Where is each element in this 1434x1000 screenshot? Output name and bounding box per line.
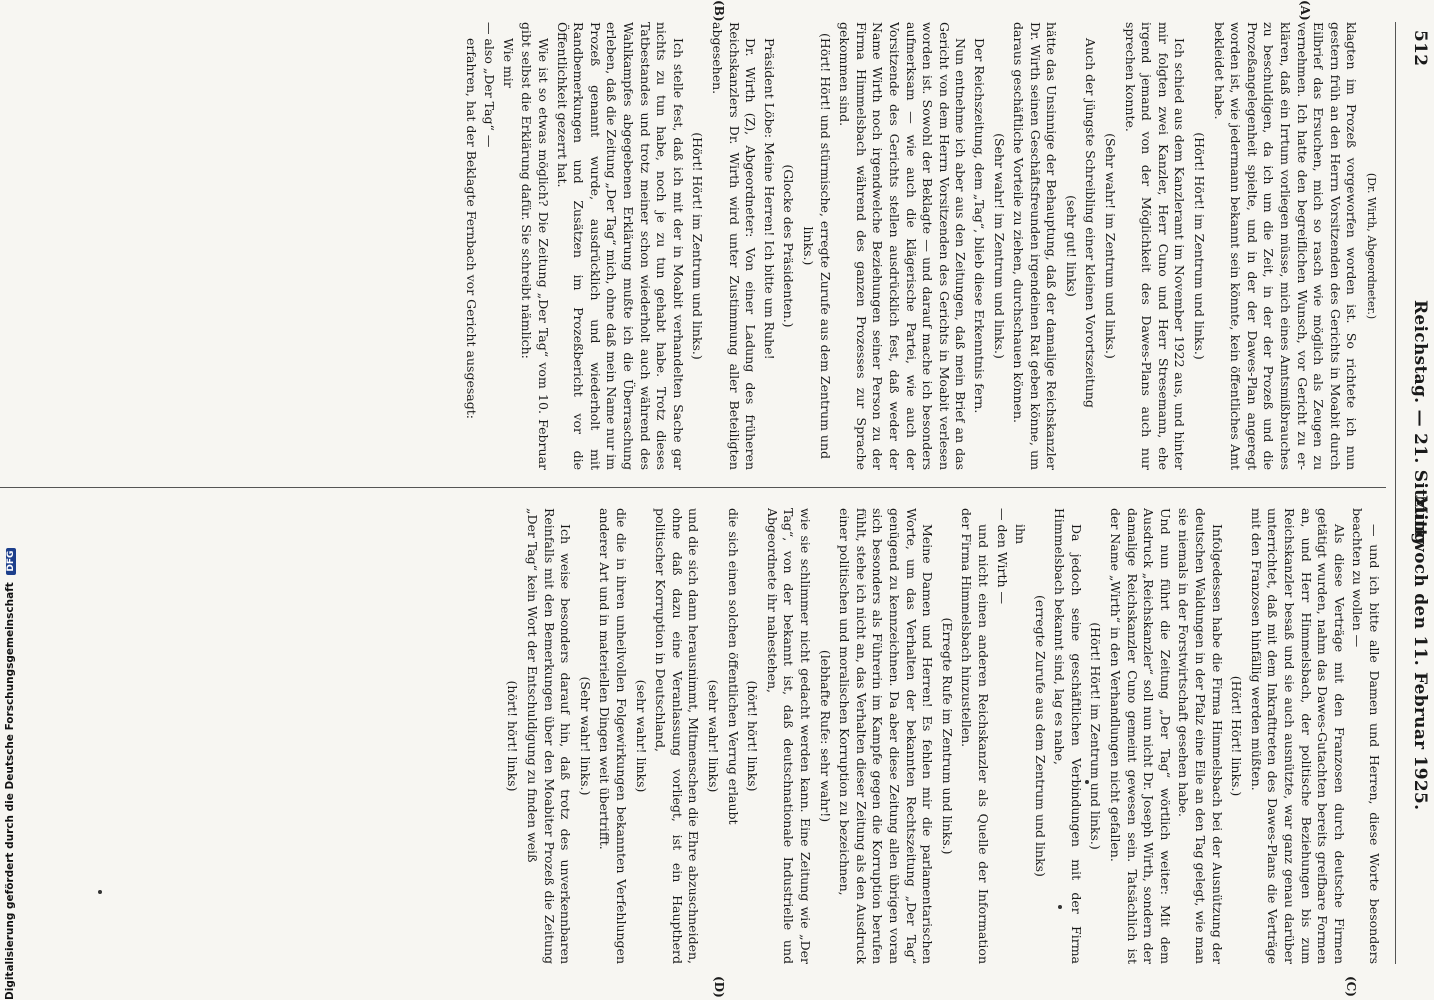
- interjection: (Erregte Rufe im Zentrum und links.): [939, 617, 955, 855]
- paragraph: Auch der jüngste Schreibling einer kleinen Vorortszeitung: [1083, 38, 1099, 408]
- paragraph: Da jedoch seine geschäftlichen Verbindungen mit der Firma Himmelsbach bekannt sind, lag es nahe,: [1052, 508, 1084, 964]
- interjection: (Hört! Hört! und stürmische, erregte Zurufe aus dem Zentrum und links.): [801, 32, 833, 460]
- paragraph: die die in ihren unheilvollen Folgewirkungen bekannten Verfehlungen anderer Art und in materiellen Dingen weit übertrifft.: [597, 508, 630, 964]
- interjection: (Sehr wahr! links.): [577, 676, 593, 796]
- left-column: [0, 22, 1382, 470]
- paragraph: — den Wirth —: [994, 508, 1010, 605]
- interjection: (Hört! Hört! im Zentrum und links.): [1192, 132, 1208, 360]
- paragraph: erfahren, hat der Beklagte Fernbach vor Gericht ausgesagt:: [463, 38, 479, 419]
- paragraph: Und nun führt die Zeitung „Der Tag“ wörtlich weiter: Mit dem Ausdruck „Reichskanzler“ soll nun nicht Dr. Joseph Wirth, sondern der damalige Reichskanzler Cuno gemeint gewesen sein. Tatsächlich ist der Name „Wirth“ in den Verhandlungen nicht gefallen.: [1108, 508, 1173, 964]
- dfg-logo: DFG: [6, 548, 16, 575]
- paragraph: Nun entnehme ich aber aus den Zeitungen, daß mein Brief an das Gericht von dem Herrn Vorsitzenden des Gerichts in Moabit verlesen worden ist. Sowohl der Beklagte — und darauf mache ich besonders aufmerksam — wie auch die klägerische Partei, wie auch der Vorsitzende des Gerichts stellen ausdrücklich fest, daß weder der Name Wirth noch irgendwelche Beziehungen seiner Person zu der Firma Himmelsbach während des ganzen Prozesses zur Sprache gekommen sind.: [837, 22, 969, 470]
- interjection: (Sehr wahr! im Zentrum und links.): [991, 133, 1007, 359]
- paragraph: und nicht einen anderen Reichskanzler als Quelle der Information der Firma Himmelsbach hinzustellen.: [959, 508, 991, 964]
- paragraph: und die sich dann herausnimmt, Mitmenschen die Ehre abzuschneiden, ohne daß dazu eine Veranlassung vorliegt, ist ein Hauptherd politischer Korruption in Deutschland,: [653, 508, 702, 964]
- interjection: (Glocke des Präsidenten.): [781, 164, 797, 328]
- interjection: (Dr. Wirth, Abgeordneter.): [1365, 172, 1378, 320]
- column-divider: [0, 487, 1386, 488]
- interjection: (sehr wahr! links): [706, 679, 722, 793]
- interjection: (lebhafte Rufe: sehr wahr!): [817, 649, 833, 823]
- paragraph: ihn: [1013, 524, 1029, 545]
- paragraph: — also „Der Tag“ —: [482, 22, 498, 148]
- interjection: (Hört! Hört! im Zentrum und links.): [1088, 622, 1104, 850]
- digitization-footer: [2, 0, 22, 1000]
- interjection: (Hört! Hört! links.): [1229, 675, 1245, 797]
- margin-mark-d: (D): [712, 976, 726, 998]
- page-header-title: Reichstag. — 21. Sitzung.: [1410, 300, 1430, 551]
- paragraph: Der Reichszeitung, dem „Tag“, blieb diese Erkenntnis fern.: [971, 38, 987, 414]
- scan-speck: [1058, 905, 1062, 909]
- margin-mark-b: (B): [712, 0, 726, 22]
- paragraph: Meine Damen und Herren! Es fehlen mir die parlamentarischen Worte, um das Verhalten der bekannten Rechtszeitung „Der Tag“ genügend zu kennzeichnen. Da aber diese Zeitung allen übrigen voran sich besonders als Führerin im Kampfe gegen die Korruption berufen fühlt, stehe ich nicht an, das Verhalten dieser Zeitung als den Ausdruck einer politischen und moralischen Korruption zu bezeichnen,: [837, 508, 936, 964]
- interjection: (sehr wahr! links): [633, 679, 649, 793]
- page-number: 512: [1410, 30, 1430, 67]
- page-header-date: Mittwoch den 11. Februar 1925.: [1410, 495, 1430, 811]
- interjection: (sehr gut! links): [1063, 195, 1079, 297]
- margin-mark-c: (C): [1344, 976, 1358, 997]
- interjection: (Sehr wahr! im Zentrum und links.): [1103, 133, 1119, 359]
- paragraph: Ich weise besonders darauf hin, daß trotz des unverkennbaren Reinfalls mit den Bemerkungen über den Moabiter Prozeß die Zeitung „Der Tag“ kein Wort der Entschuldigung zu finden weiß: [525, 508, 574, 964]
- paragraph: Als diese Verträge mit den Franzosen durch deutsche Firmen getätigt wurden, nahm das Dawes-Gutachten bereits greifbare Formen an, und Herr Himmelsbach, der politische Beziehungen bis zum Reichskanzler besaß und sie auch ausnützte, war ganz genau darüber unterrichtet, daß mit dem Inkrafttreten des Dawes-Plans die Verträge mit den Franzosen hinfällig werden müßten.: [1248, 508, 1347, 964]
- paragraph: Wie ist so etwas möglich? Die Zeitung „Der Tag“ vom 10. Februar gibt selbst die Erklärung dafür. Sie schreibt nämlich:: [519, 22, 552, 470]
- interjection: (hört! hört! links): [745, 680, 761, 792]
- interjection: (Hört! Hört! im Zentrum und links.): [690, 132, 706, 360]
- paragraph: — und ich bitte alle Damen und Herren, diese Worte besonders beachten zu wollen —: [1350, 508, 1382, 964]
- paragraph: Präsident Löbe: Meine Herren! Ich bitte um Ruhe!: [761, 38, 777, 360]
- interjection: (hört! hört! links): [505, 680, 521, 792]
- paragraph: Wie mir: [500, 38, 516, 88]
- header-rule: [1395, 22, 1396, 964]
- right-column: [0, 508, 1382, 964]
- paragraph: hätte das Unsinnige der Behauptung, daß der damalige Reichskanzler Dr. Wirth seinen Geschäftsfreunden irgendeinen Rat geben könne, um daraus geschäftliche Vorteile zu ziehen, durchschauen können.: [1011, 22, 1060, 470]
- margin-mark-a: (A): [1298, 0, 1312, 21]
- footer-credit: Digitalisierung gefördert durch die Deutsche Forschungsgemeinschaft: [4, 582, 16, 1000]
- paragraph: Infolgedessen habe die Firma Himmelsbach bei der Ausnützung der deutschen Waldungen in der Pfalz eine Eile an den Tag gelegt, wie man sie niemals in der Forstwirtschaft gesehen habe.: [1176, 508, 1225, 964]
- paragraph: Ich stelle fest, daß ich mit der in Moabit verhandelten Sache gar nichts zu tun habe, noch je zu tun gehabt habe. Trotz dieses Tatbestandes und trotz meiner schon wiederholt auch während des Wahlkampfes abgegebenen Erklärung mußte ich die Überraschung erleben, daß die Zeitung „Der Tag“ mich, ohne daß mein Name nur im Prozeß genannt wurde, ausdrücklich und wiederholt mit Randbemerkungen und Zusätzen im Prozeßbericht vor die Öffentlichkeit gezerrt hat.: [554, 22, 686, 470]
- paragraph: Ich schied aus dem Kanzleramt im November 1922 aus, und hinter mir folgten zwei Kanzler, Herr Cuno und Herr Stresemann, ehe irgend jemand von der Möglichkeit des Dawes-Plans auch nur sprechen konnte.: [1122, 22, 1188, 470]
- paragraph: klagten im Prozeß vorgeworfen worden ist. So richtete ich nun gestern früh an den Herrn Vorsitzenden des Gerichts in Moabit durch Eilbrief das Ersuchen, mich so rasch wie möglich als Zeugen zu vernehmen. Ich hatte den begreiflichen Wunsch, vor Gericht zu erklären, daß ein Irrtum vorliegen müsse, mich eines Amtsmißbrauches zu beschuldigen, da ich um die Zeit, in der der Prozeß und die Prozeßangelegenheit spielte, und in der der Dawes-Plan angeregt worden ist, wie jedermann bekannt sein könnte, kein öffentliches Amt bekleidet habe.: [1211, 22, 1360, 470]
- scan-speck: [98, 890, 102, 894]
- scan-speck: [1085, 780, 1089, 784]
- paragraph: die sich einen solchen öffentlichen Verrug erlaubt: [725, 508, 741, 825]
- paragraph: Dr. Wirth (Z), Abgeordneter: Von einer Ladung des früheren Reichskanzlers Dr. Wirth wird unter Zustimmung aller Beteiligten abgesehen.: [710, 22, 759, 470]
- paragraph: wie sie schlimmer nicht gedacht werden kann. Eine Zeitung wie „Der Tag“, von der bekannt ist, daß deutschnationale Industrielle und Abgeordnete ihr nahestehen,: [764, 508, 813, 964]
- footer-text-wrapper: [4, 548, 16, 1000]
- interjection: (erregte Zurufe aus dem Zentrum und links): [1032, 595, 1048, 877]
